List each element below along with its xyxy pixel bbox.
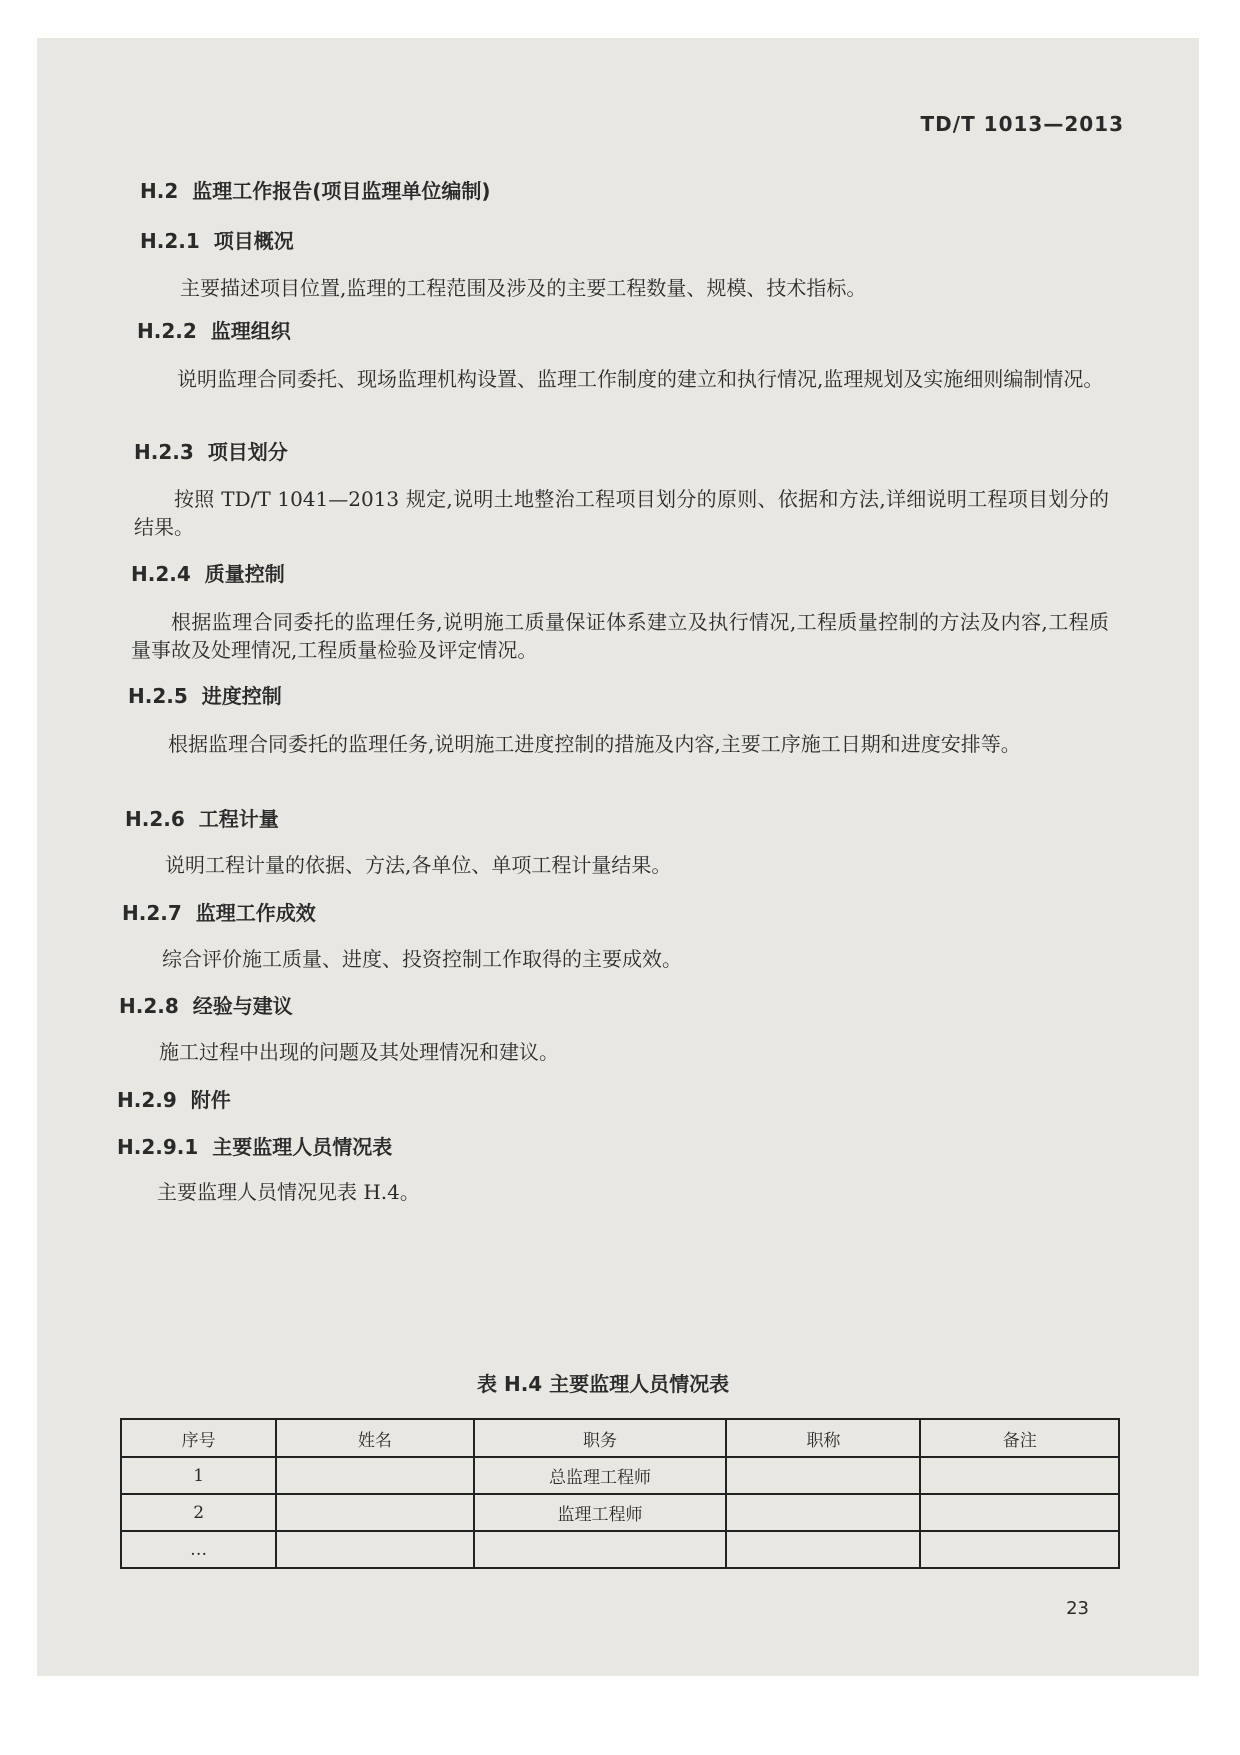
section-number: H.2.9 (117, 1088, 177, 1112)
section-body: 根据监理合同委托的监理任务,说明施工进度控制的措施及内容,主要工序施工日期和进度安排等。 (168, 732, 1021, 756)
section-heading (131, 558, 285, 587)
section-heading (134, 436, 288, 465)
column-header: 姓名 (276, 1419, 473, 1457)
table-cell: 2 (121, 1494, 276, 1531)
section-title: 进度控制 (201, 684, 282, 708)
table-cell (474, 1531, 727, 1568)
section-heading (119, 990, 293, 1019)
document-code: TD/T 1013—2013 (920, 112, 1124, 136)
table-cell: 总监理工程师 (474, 1457, 727, 1494)
section-body: 施工过程中出现的问题及其处理情况和建议。 (159, 1040, 559, 1064)
table-cell (726, 1457, 920, 1494)
page-number: 23 (1066, 1598, 1089, 1619)
section-number: H.2.2 (137, 319, 197, 343)
section-title: 项目概况 (213, 229, 294, 253)
table-cell: … (121, 1531, 276, 1568)
column-header: 职务 (474, 1419, 727, 1457)
section-number: H.2.7 (122, 901, 182, 925)
table-cell: 监理工程师 (474, 1494, 727, 1531)
section-title: 监理工作成效 (195, 901, 316, 925)
table-cell (920, 1531, 1119, 1568)
section-title: 经验与建议 (192, 994, 293, 1018)
section-title: 工程计量 (198, 807, 279, 831)
section-number: H.2.8 (119, 994, 179, 1018)
section-title: 质量控制 (204, 562, 285, 586)
section-heading (137, 315, 291, 344)
section-body: 主要监理人员情况见表 H.4。 (157, 1180, 420, 1204)
section-body: 说明工程计量的依据、方法,各单位、单项工程计量结果。 (165, 853, 672, 877)
section-title: 附件 (190, 1088, 231, 1112)
table-cell (276, 1494, 473, 1531)
section-heading (117, 1084, 231, 1113)
section-heading (140, 225, 294, 254)
document-page (37, 38, 1199, 1676)
section-number: H.2 (140, 179, 179, 203)
column-header: 职称 (726, 1419, 920, 1457)
table-caption: 表 H.4 主要监理人员情况表 (477, 1372, 730, 1396)
table-row (121, 1531, 1119, 1568)
section-number: H.2.5 (128, 684, 188, 708)
section-heading (128, 680, 282, 709)
section-heading (122, 897, 316, 926)
section-heading (140, 175, 490, 204)
column-header: 序号 (121, 1419, 276, 1457)
section-title: 监理工作报告(项目监理单位编制) (192, 179, 491, 203)
section-heading (125, 803, 279, 832)
section-body: 主要描述项目位置,监理的工程范围及涉及的主要工程数量、规模、技术指标。 (180, 276, 867, 300)
section-number: H.2.9.1 (117, 1135, 199, 1159)
table-cell (276, 1531, 473, 1568)
section-title: 项目划分 (207, 440, 288, 464)
table-cell (726, 1494, 920, 1531)
table-cell: 1 (121, 1457, 276, 1494)
section-body: 按照 TD/T 1041—2013 规定,说明土地整治工程项目划分的原则、依据和方法,详细说明工程项目划分的结果。 (134, 487, 1109, 539)
personnel-table (120, 1418, 1120, 1569)
table-row (121, 1457, 1119, 1494)
section-number: H.2.4 (131, 562, 191, 586)
section-body: 说明监理合同委托、现场监理机构设置、监理工作制度的建立和执行情况,监理规划及实施细则编制情况。 (177, 367, 1104, 391)
table-cell (920, 1457, 1119, 1494)
section-heading (117, 1131, 392, 1160)
section-title: 主要监理人员情况表 (212, 1135, 393, 1159)
table-header-row (121, 1419, 1119, 1457)
table-cell (920, 1494, 1119, 1531)
section-number: H.2.6 (125, 807, 185, 831)
section-body: 综合评价施工质量、进度、投资控制工作取得的主要成效。 (162, 947, 682, 971)
column-header: 备注 (920, 1419, 1119, 1457)
section-number: H.2.1 (140, 229, 200, 253)
section-body: 根据监理合同委托的监理任务,说明施工质量保证体系建立及执行情况,工程质量控制的方法及内容,工程质量事故及处理情况,工程质量检验及评定情况。 (131, 610, 1109, 662)
section-title: 监理组织 (210, 319, 291, 343)
table-cell (726, 1531, 920, 1568)
table-cell (276, 1457, 473, 1494)
table-row (121, 1494, 1119, 1531)
section-number: H.2.3 (134, 440, 194, 464)
